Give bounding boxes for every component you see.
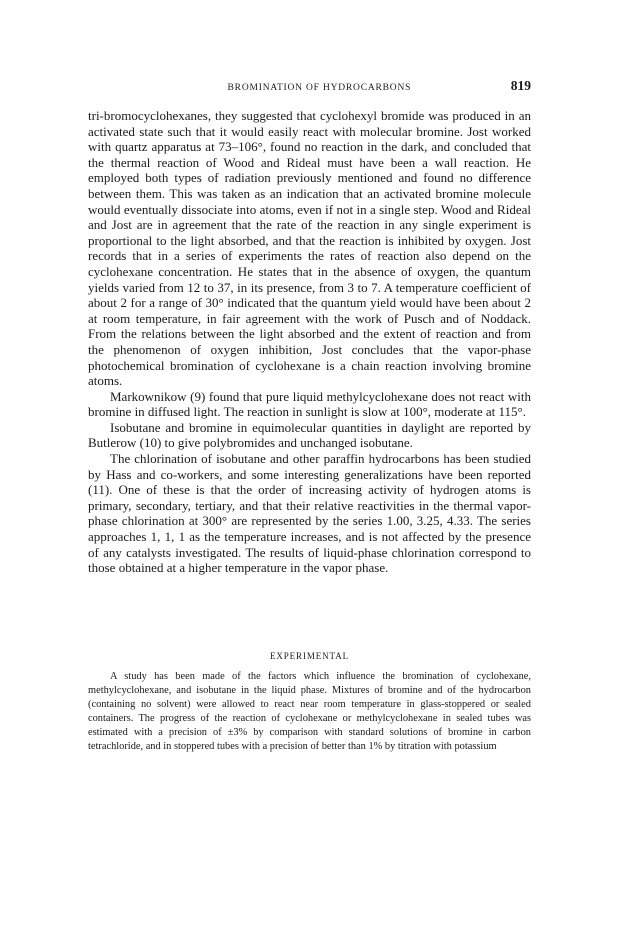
paragraph-isobutane: Isobutane and bromine in equimolecular quantities in daylight are reported by Butlerow (10) to give polybromides and unchanged isobutane. <box>88 419 531 451</box>
running-head <box>88 78 531 94</box>
paragraph-continued: tri-bromocyclohexanes, they suggested that cyclohexyl bromide was produced in an activated state such that it would easily react with molecular bromine. Jost worked with quartz apparatus at 73–106°, found no reaction in the dark, and concluded that the thermal reaction of Wood and Rideal must have been a wall reaction. He employed both types of radiation previously mentioned and found no difference between them. This was taken as an indication that an activated bromine molecule would eventually dissociate into atoms, even if not in a single step. Wood and Rideal and Jost are in agreement that the rate of the reaction in any single experiment is proportional to the light absorbed, and that the reaction is inhibited by oxygen. Jost records that in a series of experiments the rates of reaction also depend on the cyclohexane concentration. He states that in the absence of oxygen, the quantum yields varied from 12 to 37, in its presence, from 3 to 7. A temperature coefficient of about 2 for a range of 30° indicated that the quantum yield would have been about 2 at room temperature, in fair agreement with the work of Pusch and of Noddack. From the relations between the light absorbed and the extent of reaction and from the phenomenon of oxygen inhibition, Jost concludes that the vapor-phase photochemical bromination of cyclohexane is a chain reaction involving bromine atoms. <box>88 108 531 389</box>
page-number: 819 <box>510 78 531 93</box>
body-text <box>88 108 531 576</box>
running-title: BROMINATION OF HYDROCARBONS <box>227 83 412 93</box>
paragraph-markownikow: Markownikow (9) found that pure liquid methylcyclohexane does not react with bromine in diffused light. The reaction in sunlight is slow at 100°, moderate at 115°. <box>88 388 531 420</box>
experimental-paragraph: A study has been made of the factors which influence the bromination of cyclohexane, methylcyclohexane, and isobutane in the liquid phase. Mixtures of bromine and of the hydrocarbon (containing no solvent) were allowed to react near room temperature in glass-stoppered or sealed containers. The progress of the reaction of cyclohexane or methylcyclohexane in sealed tubes was estimated with a precision of ±3% by comparison with standard solutions of bromine in carbon tetrachloride, and in stoppered tubes with a precision of better than 1% by titration with potassium <box>88 671 531 752</box>
paragraph-chlorination: The chlorination of isobutane and other paraffin hydrocarbons has been studied by Hass and co-workers, and some interesting generalizations have been reported (11). One of these is that the order of increasing activity of hydrogen atoms is primary, secondary, tertiary, and that their relative reactivities in the thermal vapor-phase chlorination at 300° are represented by the series 1.00, 3.25, 4.33. The series approaches 1, 1, 1 as the temperature increases, and is not affected by the presence of any catalysts investigated. The results of liquid-phase chlorination correspond to those obtained at a higher temperature in the vapor phase. <box>88 451 531 576</box>
section-heading-experimental: EXPERIMENTAL <box>269 651 350 661</box>
